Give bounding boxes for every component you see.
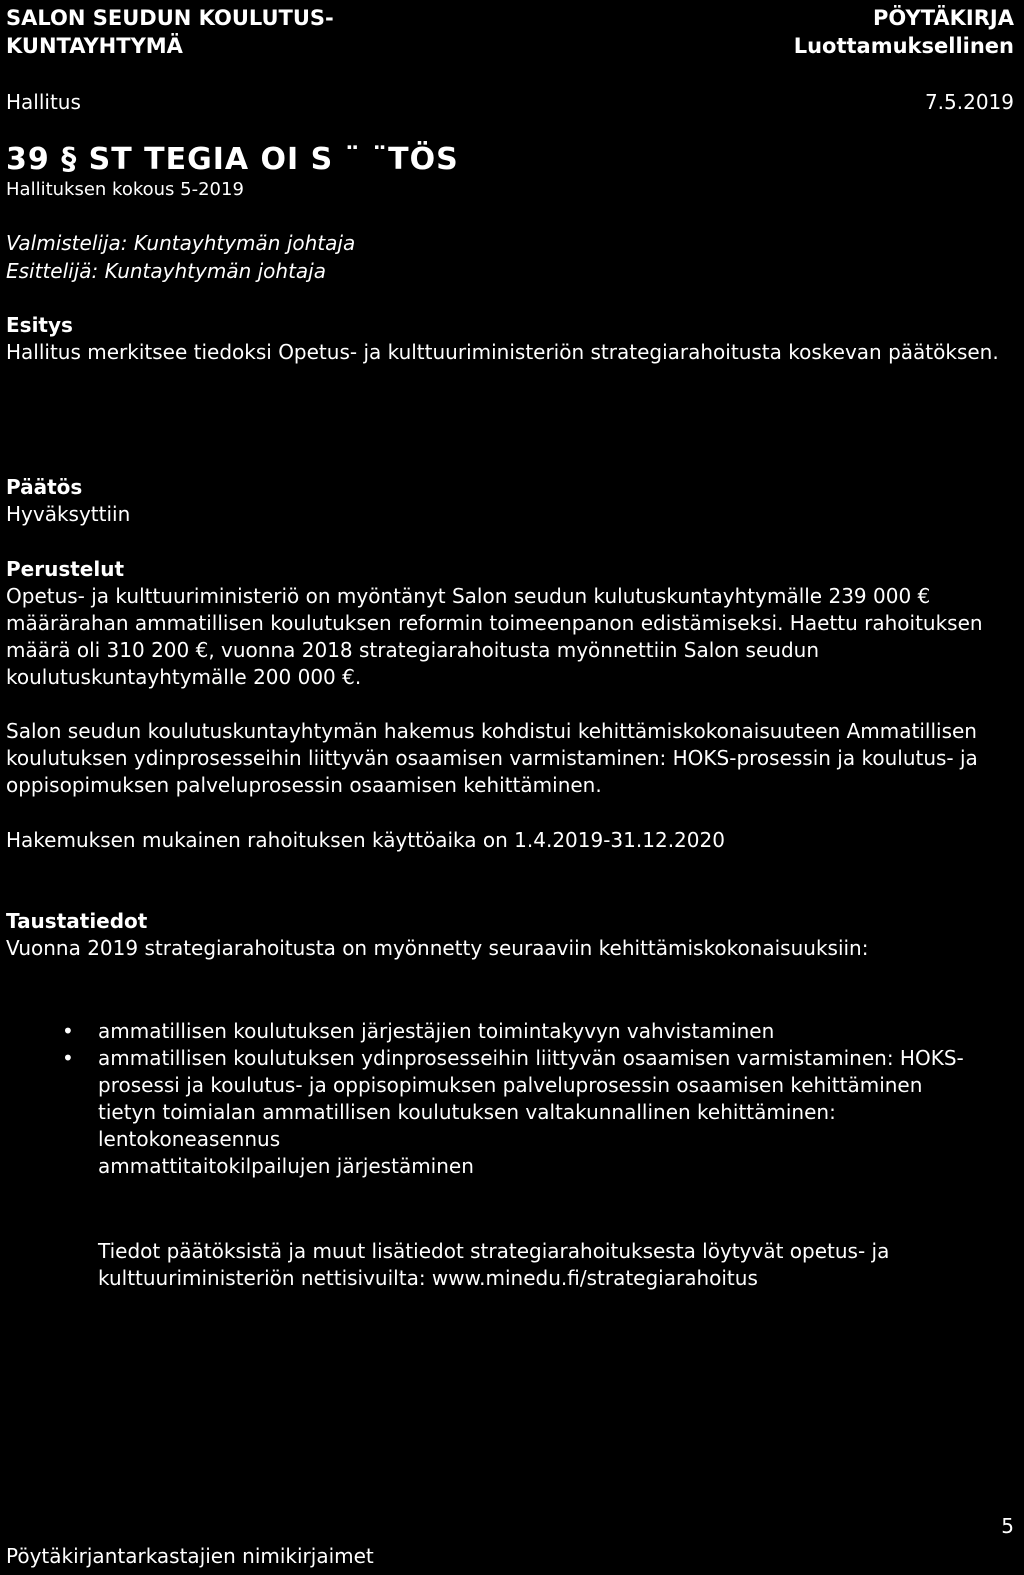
list-item-text: ammatillisen koulutuksen järjestäjien toimintakyvyn vahvistaminen [98,1019,775,1043]
list-item [6,1153,1016,1180]
list-item [6,1099,1016,1153]
paatos-heading: Päätös [6,475,83,499]
closing-text: Tiedot päätöksistä ja muut lisätiedot strategiarahoituksesta löytyvät opetus- ja kulttuuriministeriön nettisivuilta: www.minedu.fi/strategiarahoitus [98,1239,890,1290]
meeting-reference: Hallituksen kokous 5-2019 [6,179,244,200]
governing-body: Hallitus [6,90,81,114]
document-type: PÖYTÄKIRJA [873,6,1014,30]
document-date: 7.5.2019 [924,90,1014,114]
esitys-heading: Esitys [6,313,73,337]
document-type-block [794,4,1014,60]
development-areas-list [6,1018,1016,1180]
page-number: 5 [1001,1514,1014,1538]
list-item-text: ammatillisen koulutuksen ydinprosesseihin liittyvän osaamisen varmistaminen: HOKS-prosessi ja koulutus- ja oppisopimuksen palveluprosessin osaamisen kehittäminen [98,1046,964,1097]
list-item-text: tietyn toimialan ammatillisen koulutuksen valtakunnallinen kehittäminen: lentokoneasennus [98,1100,836,1151]
perustelut-paragraph-1: Opetus- ja kulttuuriministeriö on myöntänyt Salon seudun kulutuskuntayhtymälle 239 000 € määrärahan ammatillisen koulutuksen reformin toimeenpanon edistämiseksi. Haettu rahoituksen määrä oli 310 200 €, vuonna 2018 strategiarahoitusta myönnettiin Salon seudun koulutuskuntayhtymälle 200 000 €. [6,584,983,689]
bullet-marker: • [62,1046,74,1070]
esitys-text: Hallitus merkitsee tiedoksi Opetus- ja kulttuuriministeriön strategiarahoitusta koskevan päätöksen. [6,340,999,364]
item-title: 39 § ST TEGIA OI S ¨ ¨TÖS [6,142,459,177]
paatos-text: Hyväksyttiin [6,502,131,526]
presenter-line: Esittelijä: Kuntayhtymän johtaja [6,259,326,283]
confidentiality-label: Luottamuksellinen [793,34,1014,58]
org-line-1: SALON SEUDUN KOULUTUS- [6,6,334,30]
taustatiedot-heading: Taustatiedot [6,909,148,933]
preparer-line: Valmistelija: Kuntayhtymän johtaja [6,231,356,255]
bullet-marker: • [62,1019,74,1043]
signature-label: Pöytäkirjantarkastajien nimikirjaimet [6,1544,374,1568]
organization-name [6,4,334,60]
org-line-2: KUNTAYHTYMÄ [6,34,183,58]
perustelut-heading: Perustelut [6,557,125,581]
perustelut-paragraph-2: Salon seudun koulutuskuntayhtymän hakemus kohdistui kehittämiskokonaisuuteen Ammatillisen koulutuksen ydinprosesseihin liittyvän osaamisen varmistaminen: HOKS-prosessin ja koulutus- ja oppisopimuksen palveluprosessin osaamisen kehittäminen. [6,719,978,797]
taustatiedot-text: Vuonna 2019 strategiarahoitusta on myönnetty seuraaviin kehittämiskokonaisuuksiin: [6,936,869,960]
list-item [6,1045,1016,1099]
list-item [6,1018,1016,1045]
list-item-text: ammattitaitokilpailujen järjestäminen [98,1154,474,1178]
perustelut-paragraph-3: Hakemuksen mukainen rahoituksen käyttöaika on 1.4.2019-31.12.2020 [6,828,725,852]
